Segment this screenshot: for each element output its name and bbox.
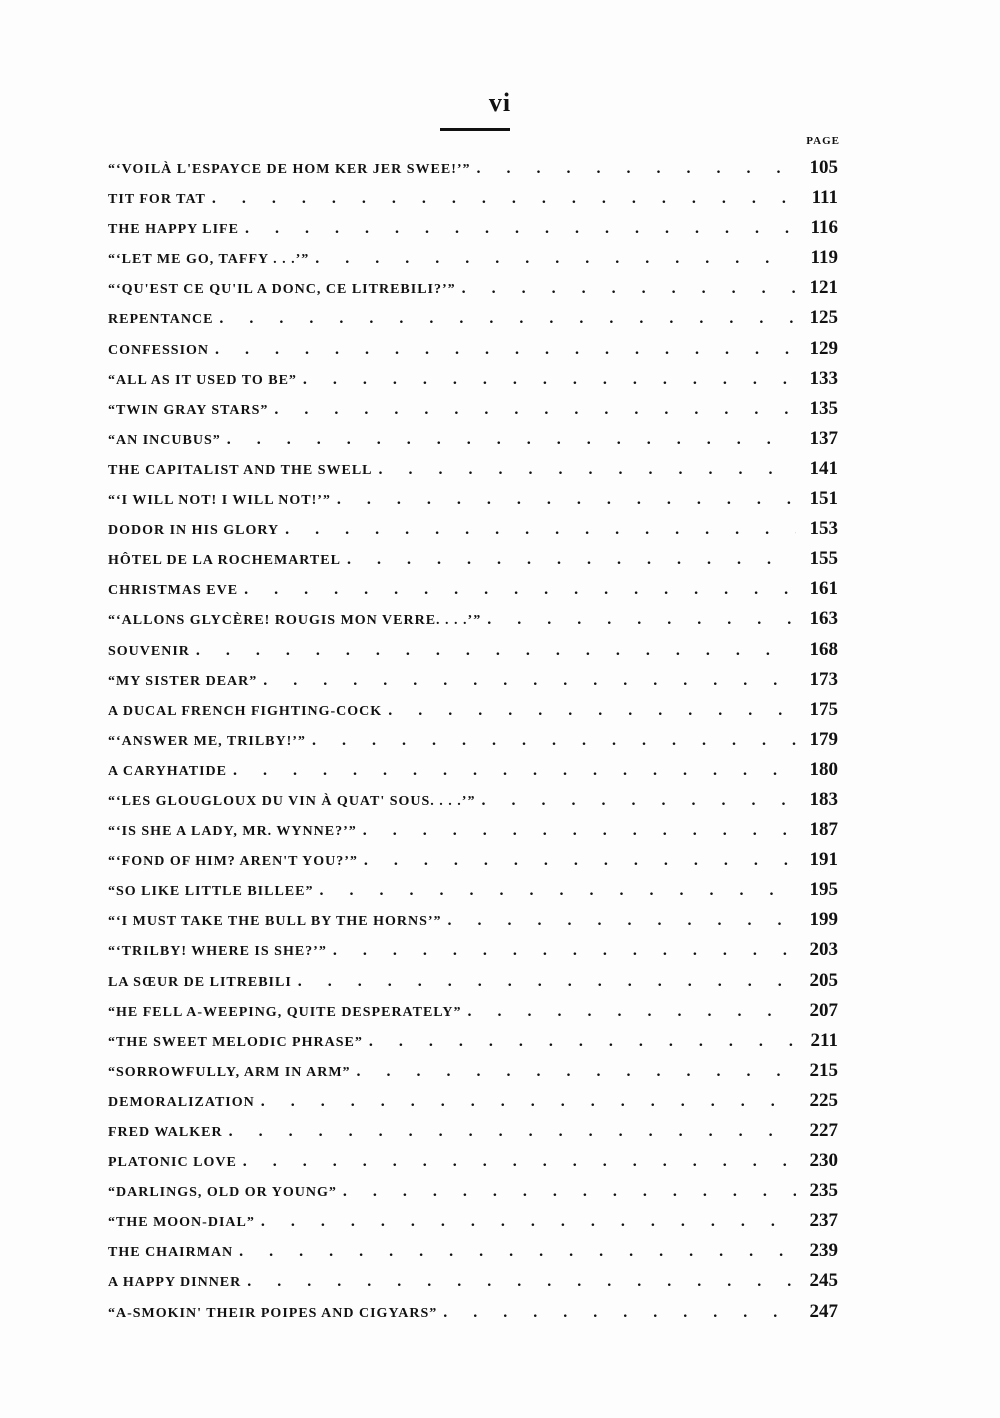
toc-entry-title: “‘FOND OF HIM? AREN'T YOU?’” (108, 854, 358, 870)
toc-entry (108, 905, 838, 935)
toc-entry-page: 203 (809, 939, 838, 961)
toc-entry (108, 303, 838, 333)
toc-entry-page: 191 (809, 849, 838, 871)
toc-entry (108, 213, 838, 243)
dot-leader (379, 455, 796, 485)
dot-leader (337, 485, 796, 515)
toc-entry-title: FRED WALKER (108, 1125, 223, 1140)
toc-entry (108, 1206, 838, 1236)
toc-entry (108, 815, 838, 845)
toc-entry (108, 394, 838, 424)
toc-entry-page: 225 (809, 1089, 838, 1111)
toc-entry-page: 121 (809, 277, 838, 299)
toc-entry (108, 875, 838, 905)
toc-entry-title: THE CAPITALIST AND THE SWELL (108, 462, 373, 478)
toc-entry-title: “‘VOILÀ L'ESPAYCE DE HOM KER JER SWEE!’” (108, 162, 471, 177)
dot-leader (487, 605, 796, 635)
toc-entry (108, 334, 838, 364)
dot-leader (347, 545, 796, 575)
toc-entry-title: “A-SMOKIN' THEIR POIPES AND CIGYARS” (108, 1305, 438, 1321)
dot-leader (388, 696, 796, 726)
toc-entry (108, 544, 838, 574)
toc-entry-title: “TWIN GRAY STARS” (108, 402, 269, 418)
dot-leader (261, 1087, 796, 1117)
toc-entry-title: “‘ALLONS GLYCÈRE! ROUGIS MON VERRE. . . .’” (108, 613, 482, 629)
toc-entry-page: 179 (809, 728, 838, 750)
toc-entry-title: “‘IS SHE A LADY, MR. WYNNE?’” (108, 824, 357, 840)
dot-leader (481, 786, 796, 816)
toc-entry-page: 239 (809, 1240, 838, 1262)
toc-entry-title: “THE SWEET MELODIC PHRASE” (108, 1034, 363, 1050)
dot-leader (247, 1267, 796, 1297)
dot-leader (312, 726, 796, 756)
dot-leader (443, 1298, 796, 1328)
toc-entry-page: 180 (809, 758, 838, 780)
dot-leader (315, 244, 796, 274)
toc-entry (108, 1116, 838, 1146)
dot-leader (227, 425, 796, 455)
toc-entry-page: 168 (809, 638, 838, 660)
toc-entry (108, 785, 838, 815)
toc-entry-page: 111 (811, 187, 838, 209)
dot-leader (244, 575, 796, 605)
toc-entry (108, 514, 838, 544)
dot-leader (462, 274, 796, 304)
toc-entry (108, 1236, 838, 1266)
toc-entry-title: PLATONIC LOVE (108, 1155, 237, 1171)
toc-entry-page: 173 (809, 668, 838, 690)
page-number: vi (488, 88, 512, 117)
toc-entry-title: DODOR IN HIS GLORY (108, 523, 280, 539)
dot-leader (364, 846, 796, 876)
toc-entry-page: 199 (809, 909, 838, 931)
toc-entry-page: 133 (809, 367, 838, 389)
dot-leader (233, 756, 796, 786)
toc-entry-page: 205 (809, 969, 838, 991)
dot-leader (245, 214, 796, 244)
toc-entry (108, 845, 838, 875)
toc-entry-page: 207 (809, 999, 838, 1021)
dot-leader (298, 967, 796, 997)
dot-leader (229, 1117, 796, 1147)
toc-entry-title: “AN INCUBUS” (108, 432, 221, 448)
toc-entry-page: 119 (810, 247, 838, 269)
toc-entry-page: 155 (809, 548, 838, 570)
toc-entry-page: 129 (809, 337, 838, 359)
toc-entry-title: SOUVENIR (108, 643, 190, 659)
toc-entry (108, 1086, 838, 1116)
toc-entry (108, 243, 838, 273)
dot-leader (212, 184, 796, 214)
toc-entry-page: 116 (810, 217, 838, 239)
toc-entry (108, 1146, 838, 1176)
toc-entry-title: THE HAPPY LIFE (108, 222, 239, 238)
toc-entry-page: 230 (809, 1150, 838, 1172)
dot-leader (196, 636, 796, 666)
toc-entry (108, 273, 838, 303)
toc-entry-title: “‘QU'EST CE QU'IL A DONC, CE LITREBILI?’” (108, 282, 456, 298)
dot-leader (357, 1057, 796, 1087)
toc-entry (108, 966, 838, 996)
dot-leader (363, 816, 796, 846)
toc-entry-title: “DARLINGS, OLD OR YOUNG” (108, 1185, 337, 1201)
dot-leader (261, 1207, 796, 1237)
toc-entry-title: “THE MOON-DIAL” (108, 1215, 255, 1231)
toc-entry-title: “‘I WILL NOT! I WILL NOT!’” (108, 493, 331, 509)
toc-entry-title: THE CHAIRMAN (108, 1245, 234, 1261)
toc-entry-page: 161 (809, 578, 838, 600)
toc-entry-page: 163 (809, 608, 838, 630)
toc-entry (108, 153, 838, 183)
toc-entry-title: “‘I MUST TAKE THE BULL BY THE HORNS’” (108, 914, 442, 930)
dot-leader (448, 906, 796, 936)
toc-entry-page: 141 (809, 457, 838, 479)
dot-leader (319, 876, 796, 906)
toc-entry-title: “‘TRILBY! WHERE IS SHE?’” (108, 944, 327, 960)
toc-entry-page: 137 (809, 427, 838, 449)
toc-entry-page: 135 (809, 397, 838, 419)
toc-entry-title: “HE FELL A-WEEPING, QUITE DESPERATELY” (108, 1004, 462, 1020)
toc-entry-title: A HAPPY DINNER (108, 1275, 242, 1291)
toc-entry-page: 247 (809, 1300, 838, 1322)
toc-entry-title: CHRISTMAS EVE (108, 583, 239, 599)
toc-entry-title: REPENTANCE (108, 312, 214, 328)
toc-entry-page: 215 (809, 1059, 838, 1081)
toc-entry (108, 1026, 838, 1056)
toc-entry (108, 1266, 838, 1296)
toc-entry-title: A CARYHATIDE (108, 763, 227, 779)
toc-entry (108, 935, 838, 965)
toc-entry (108, 574, 838, 604)
toc-entry-title: HÔTEL DE LA ROCHEMARTEL (108, 553, 341, 569)
toc-entry-page: 153 (809, 518, 838, 540)
toc-entry-page: 245 (809, 1270, 838, 1292)
dot-leader (219, 304, 796, 334)
dot-leader (243, 1147, 796, 1177)
toc-entry-title: “SO LIKE LITTLE BILLEE” (108, 884, 314, 900)
toc-entry (108, 1297, 838, 1327)
toc-entry-page: 237 (809, 1210, 838, 1232)
toc-entry-title: “‘ANSWER ME, TRILBY!’” (108, 733, 306, 749)
toc-entry (108, 996, 838, 1026)
dot-leader (333, 936, 796, 966)
toc-entry (108, 725, 838, 755)
toc-entry (108, 183, 838, 213)
toc-entry-title: CONFESSION (108, 342, 210, 358)
page-column-label: PAGE (806, 135, 840, 147)
toc-entry (108, 695, 838, 725)
toc-entry (108, 364, 838, 394)
dot-leader (215, 335, 796, 365)
toc-entry-title: LA SŒUR DE LITREBILI (108, 974, 292, 990)
toc-entry (108, 635, 838, 665)
toc-entry-page: 211 (810, 1029, 838, 1051)
toc-entry-title: “‘LES GLOUGLOUX DU VIN À QUAT' SOUS. . . .’” (108, 793, 476, 809)
dot-leader (369, 1027, 796, 1057)
dot-leader (467, 997, 796, 1027)
toc-entry-page: 125 (809, 307, 838, 329)
toc-entry (108, 755, 838, 785)
toc-entry-page: 187 (809, 819, 838, 841)
toc-entry-title: “‘LET ME GO, TAFFY . . .’” (108, 252, 310, 268)
toc-entry (108, 454, 838, 484)
toc-entry (108, 1176, 838, 1206)
toc-entry (108, 484, 838, 514)
toc-entry-title: “ALL AS IT USED TO BE” (108, 372, 297, 388)
toc-entry-title: A DUCAL FRENCH FIGHTING-COCK (108, 703, 383, 719)
toc-entry-page: 175 (809, 698, 838, 720)
toc-entry (108, 665, 838, 695)
toc-entry (108, 424, 838, 454)
dot-leader (239, 1237, 796, 1267)
dot-leader (263, 666, 796, 696)
toc-entry (108, 1056, 838, 1086)
toc-entry-title: TIT FOR TAT (108, 192, 206, 208)
toc-entry-page: 227 (809, 1120, 838, 1141)
toc-entry-page: 235 (809, 1180, 838, 1202)
toc-entry (108, 604, 838, 634)
dot-leader (285, 515, 796, 545)
header-rule (440, 128, 510, 131)
dot-leader (303, 365, 796, 395)
toc-entry-page: 195 (809, 879, 838, 901)
dot-leader (477, 154, 796, 184)
toc-entry-title: “MY SISTER DEAR” (108, 673, 258, 689)
toc-entry-page: 183 (809, 788, 838, 810)
dot-leader (343, 1177, 796, 1207)
dot-leader (274, 395, 796, 425)
toc-entry-title: DEMORALIZATION (108, 1094, 255, 1110)
toc-entry-page: 151 (809, 488, 838, 510)
table-of-contents (108, 153, 838, 1327)
toc-entry-page: 105 (809, 157, 838, 178)
toc-entry-title: “SORROWFULLY, ARM IN ARM” (108, 1064, 351, 1080)
